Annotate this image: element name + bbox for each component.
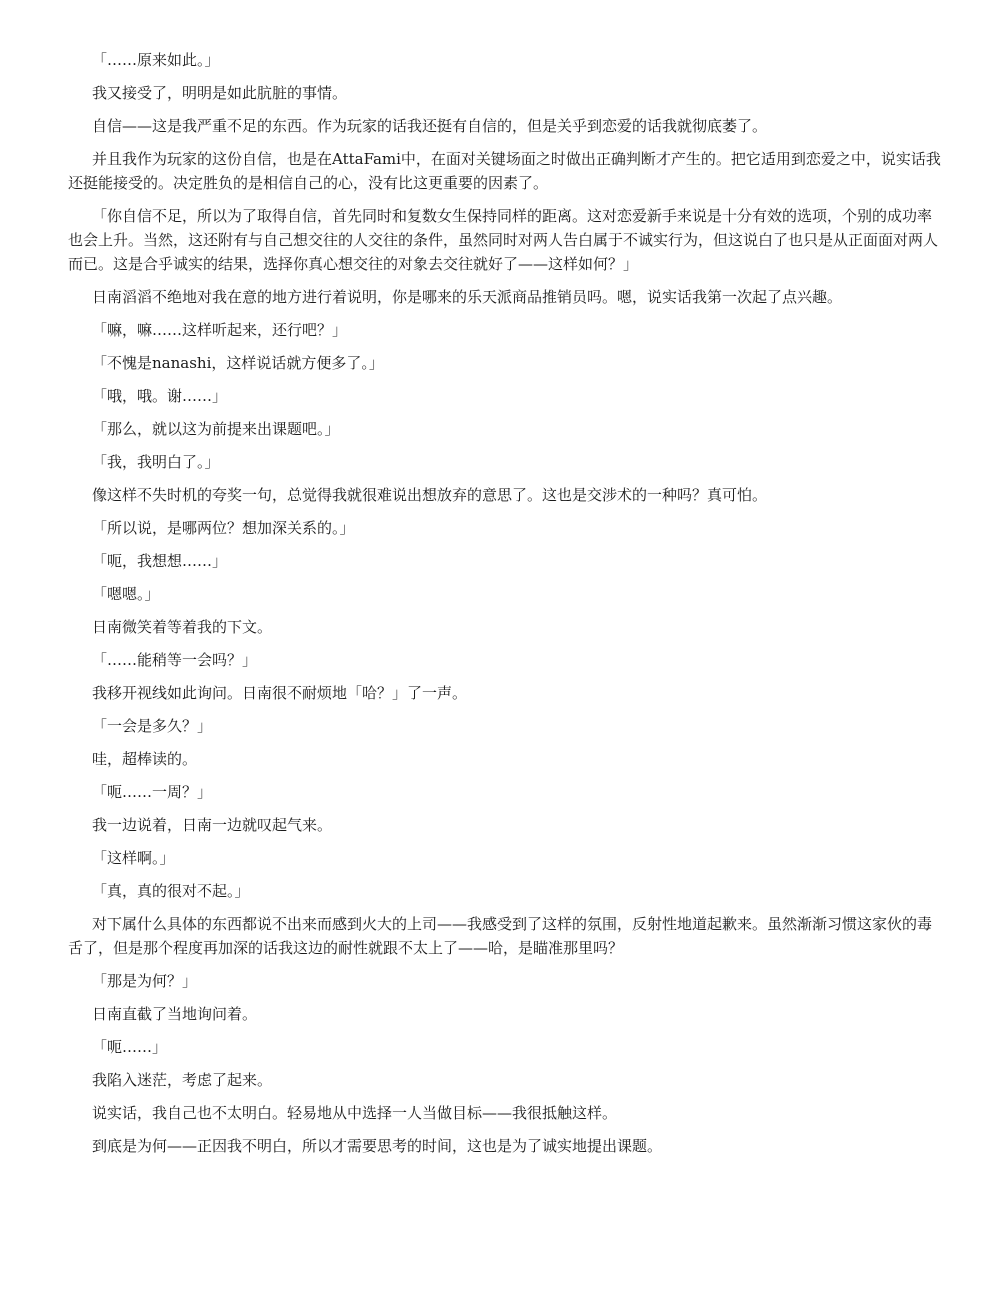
- paragraph: 到底是为何——正因我不明白，所以才需要思考的时间，这也是为了诚实地提出课题。: [92, 1137, 663, 1155]
- paragraph: 「不愧是nanashi，这样说话就方便多了。」: [92, 354, 384, 372]
- paragraph: 我一边说着，日南一边就叹起气来。: [92, 816, 333, 834]
- paragraph: 像这样不失时机的夸奖一句，总觉得我就很难说出想放弃的意思了。这也是交涉术的一种吗？真可怕。: [92, 486, 768, 504]
- paragraph: 日南微笑着等着我的下文。: [92, 618, 273, 636]
- paragraph: 「嗯嗯。」: [92, 585, 160, 603]
- paragraph: 「那是为何？」: [92, 972, 198, 990]
- paragraph: 「呃……」: [92, 1038, 168, 1056]
- paragraph: 「……能稍等一会吗？」: [92, 651, 258, 669]
- paragraph: 「你自信不足，所以为了取得自信，首先同时和复数女生保持同样的距离。这对恋爱新手来说是十分有效的选项，个别的成功率也会上升。当然，这还附有与自己想交往的人交往的条件，虽然同时对两人告白属于不诚实行为，但这说白了也只是从正面面对两人而已。这是合乎诚实的结果，选择你真心想交往的对象去交往就好了——这样如何？」: [68, 207, 939, 273]
- paragraph: 我陷入迷茫，考虑了起来。: [92, 1071, 273, 1089]
- paragraph: 我又接受了，明明是如此肮脏的事情。: [92, 84, 348, 102]
- paragraph: 「呃，我想想……」: [92, 552, 228, 570]
- paragraph: 自信——这是我严重不足的东西。作为玩家的话我还挺有自信的，但是关乎到恋爱的话我就彻底萎了。: [92, 117, 768, 135]
- paragraph: 日南滔滔不绝地对我在意的地方进行着说明，你是哪来的乐天派商品推销员吗。嗯，说实话我第一次起了点兴趣。: [92, 288, 843, 306]
- paragraph: 「嘛，嘛……这样听起来，还行吧？」: [92, 321, 348, 339]
- paragraph: 「我，我明白了。」: [92, 453, 220, 471]
- paragraph: 「哦，哦。谢……」: [92, 387, 228, 405]
- paragraph: 并且我作为玩家的这份自信，也是在AttaFami中，在面对关键场面之时做出正确判断才产生的。把它适用到恋爱之中，说实话我还挺能接受的。决定胜负的是相信自己的心，没有比这更重要的因素了。: [68, 150, 941, 192]
- paragraph: 说实话，我自己也不太明白。轻易地从中选择一人当做目标——我很抵触这样。: [92, 1104, 618, 1122]
- paragraph: 「这样啊。」: [92, 849, 175, 867]
- paragraph: 「所以说，是哪两位？想加深关系的。」: [92, 519, 355, 537]
- paragraph: 日南直截了当地询问着。: [92, 1005, 258, 1023]
- paragraph: 「呃……一周？」: [92, 783, 213, 801]
- paragraph: 「一会是多久？」: [92, 717, 213, 735]
- paragraph: 「那么，就以这为前提来出课题吧。」: [92, 420, 340, 438]
- paragraph: 对下属什么具体的东西都说不出来而感到火大的上司——我感受到了这样的氛围，反射性地道起歉来。虽然渐渐习惯这家伙的毒舌了，但是那个程度再加深的话我这边的耐性就跟不太上了——哈，是瞄准那里吗？: [68, 915, 933, 957]
- paragraph: 我移开视线如此询问。日南很不耐烦地「哈？」了一声。: [92, 684, 468, 702]
- paragraph: 哇，超棒读的。: [92, 750, 198, 768]
- paragraph: 「真，真的很对不起。」: [92, 882, 250, 900]
- paragraph: 「……原来如此。」: [92, 51, 220, 69]
